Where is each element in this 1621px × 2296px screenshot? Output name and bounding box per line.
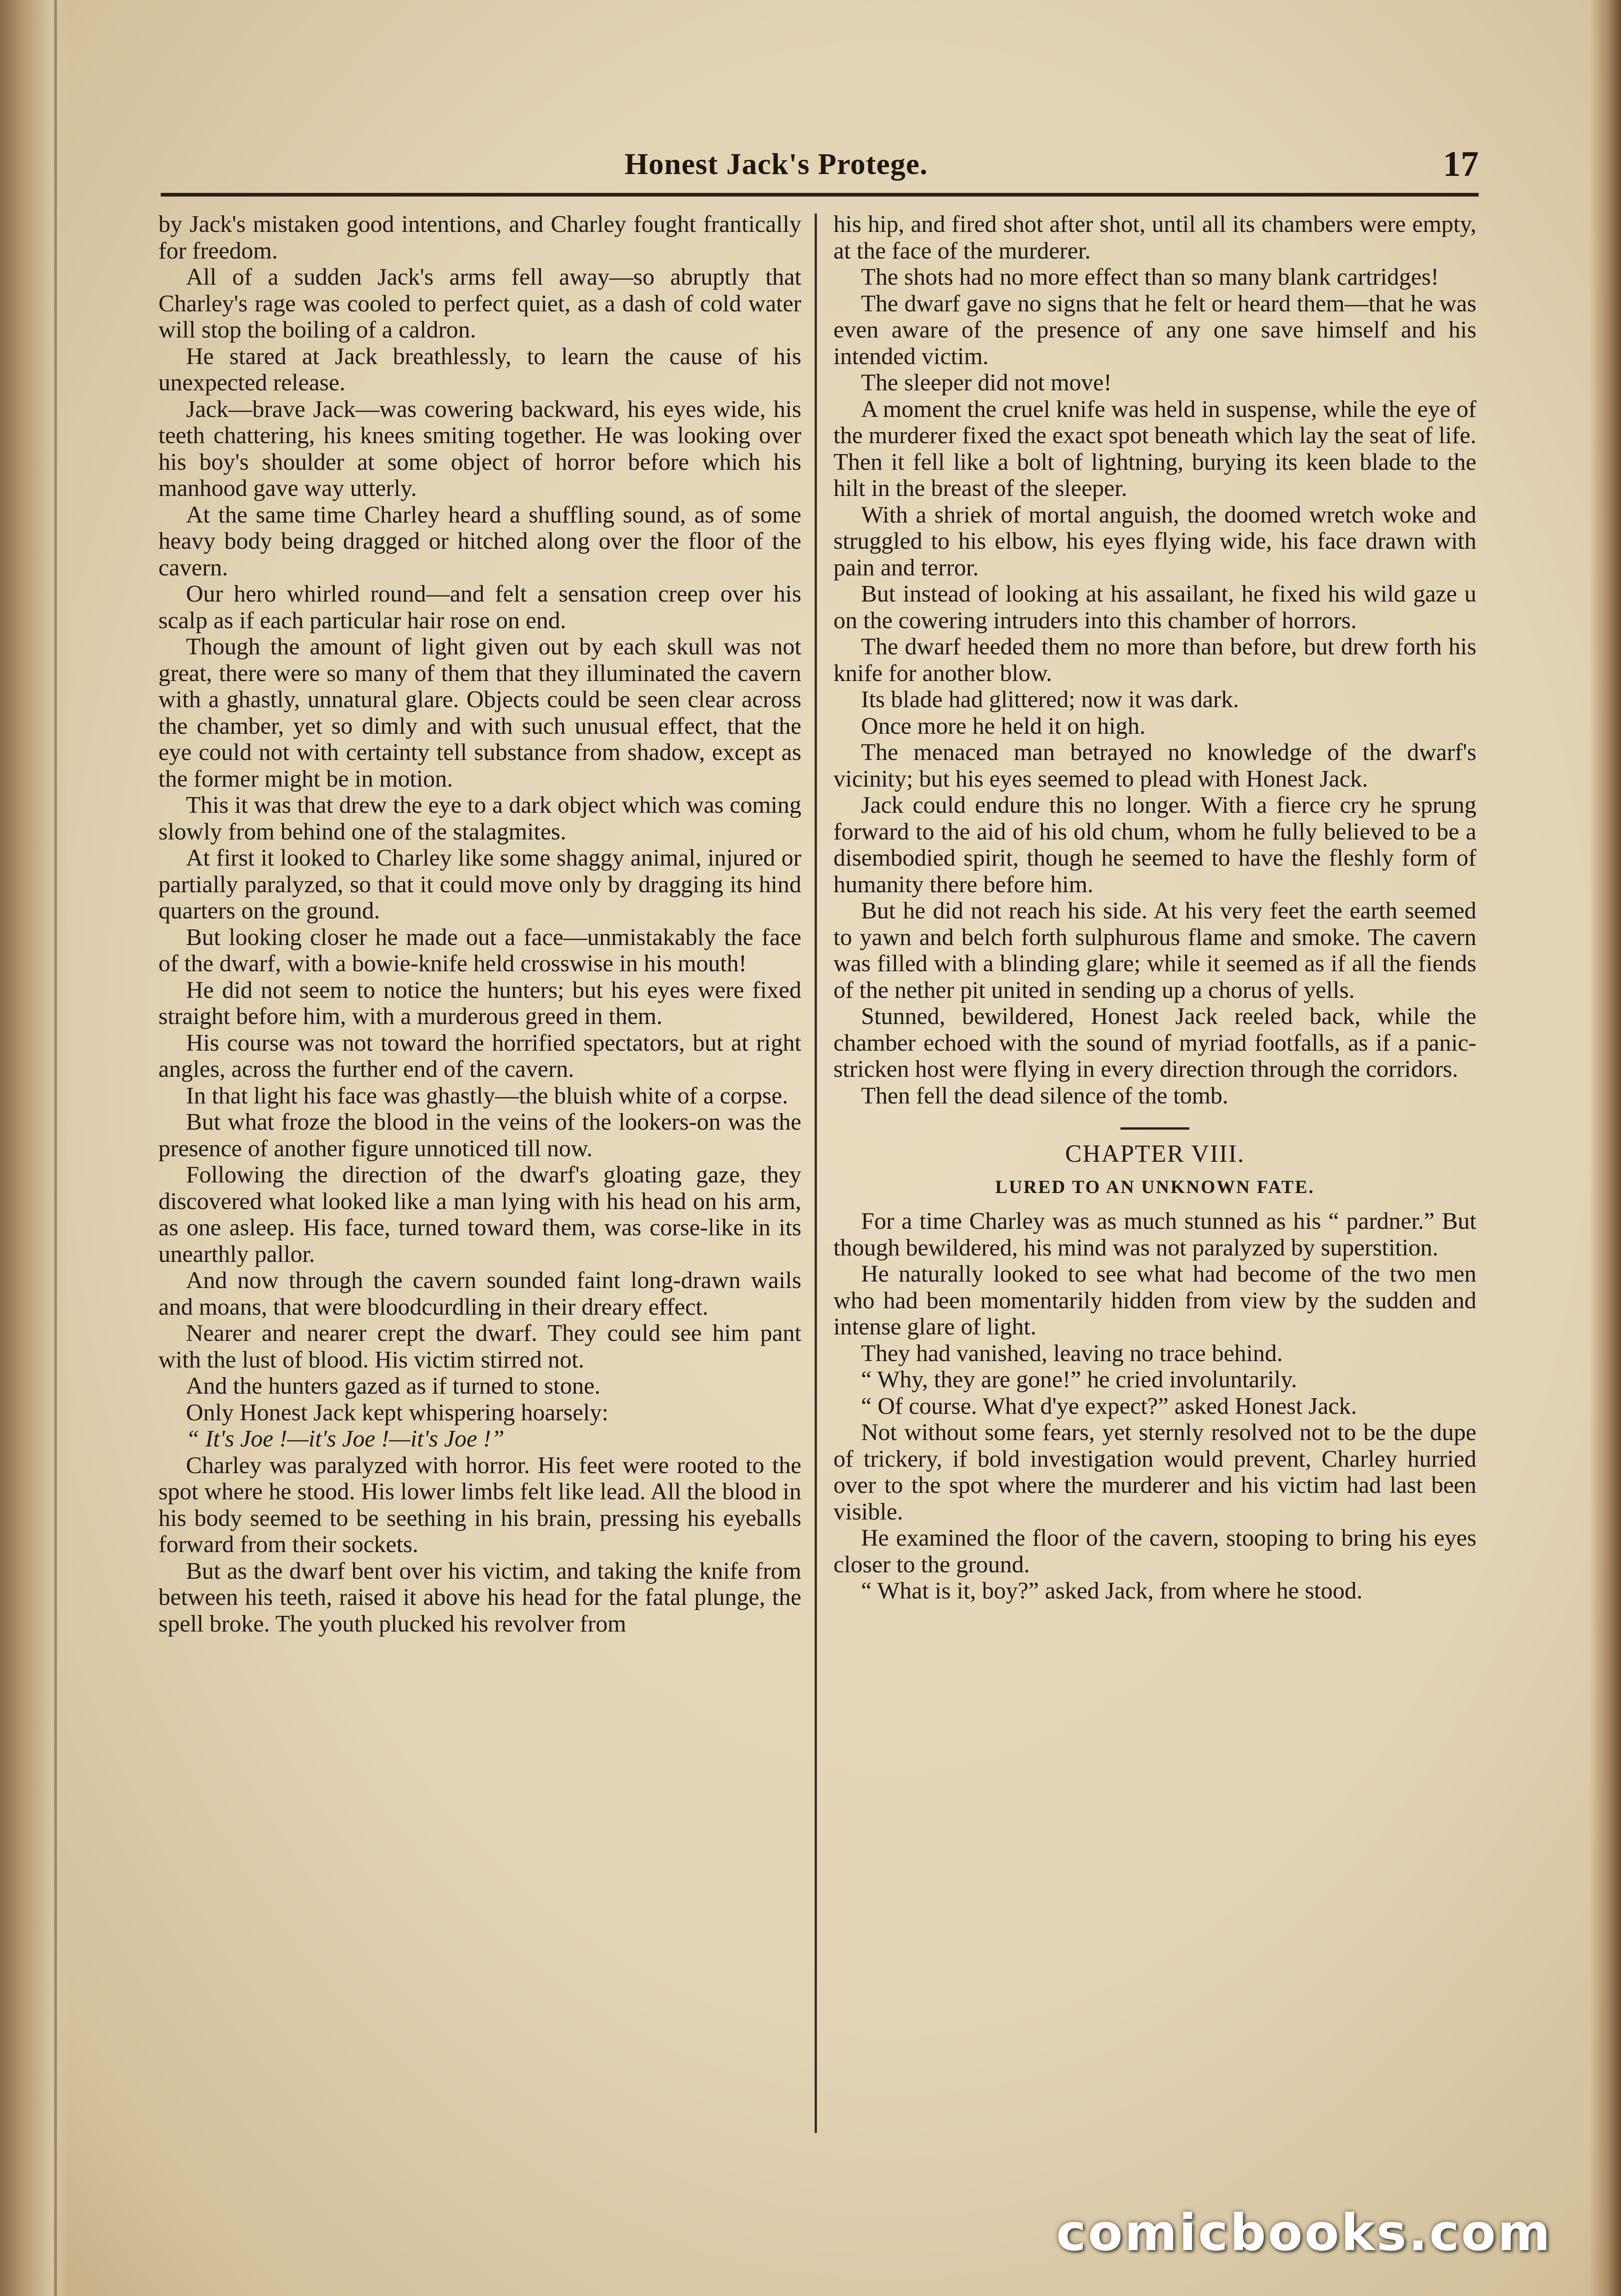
paragraph: The dwarf heeded them no more than before, but drew forth his knife for another blow. [833, 634, 1476, 687]
paragraph: Charley was paralyzed with horror. His feet were rooted to the spot where he stood. His lower limbs felt like lead. All the blood in his body seemed to be seething in his brain, pressing his eyeballs forward from their sockets. [158, 1452, 801, 1558]
page-number: 17 [1443, 144, 1479, 184]
paragraph: But what froze the blood in the veins of the lookers-on was the presence of another figure unnoticed till now. [158, 1109, 801, 1162]
paragraph: For a time Charley was as much stunned as his “ pardner.” But though bewildered, his mind was not paralyzed by superstition. [833, 1208, 1476, 1261]
paragraph: Our hero whirled round—and felt a sensation creep over his scalp as if each particular hair rose on end. [158, 581, 801, 634]
paragraph: The sleeper did not move! [861, 370, 1112, 396]
paragraph: But looking closer he made out a face—unmistakably the face of the dwarf, with a bowie-knife held crosswise in his mouth! [158, 924, 801, 977]
paragraph: And the hunters gazed as if turned to stone. [186, 1373, 601, 1399]
right-column-top-text [833, 211, 1476, 1109]
chapter-subtitle: LURED TO AN UNKNOWN FATE. [995, 1176, 1315, 1197]
chapter-rule [1120, 1127, 1189, 1130]
paragraph: Jack—brave Jack—was cowering backward, his eyes wide, his teeth chattering, his knees smiting together. He was looking over his boy's shoulder at some object of horror before which his manhood gave way utterly. [158, 396, 801, 501]
paragraph: Nearer and nearer crept the dwarf. They could see him pant with the lust of blood. His victim stirred not. [158, 1320, 801, 1373]
column-divider [815, 214, 817, 2133]
page-edge-shadow [1589, 0, 1621, 2296]
running-header [161, 144, 1479, 197]
paragraph: Not without some fears, yet sternly resolved not to be the dupe of trickery, if bold investigation would prevent, Charley hurried over to the spot where the murderer and his victim had last been visible. [833, 1419, 1476, 1525]
paragraph: Once more he held it on high. [861, 713, 1146, 739]
paragraph: And now through the cavern sounded faint long-drawn wails and moans, that were bloodcurdling in their dreary effect. [158, 1267, 801, 1320]
paragraph: The menaced man betrayed no knowledge of the dwarf's vicinity; but his eyes seemed to plead with Honest Jack. [833, 739, 1476, 792]
paragraph: Following the direction of the dwarf's gloating gaze, they discovered what looked like a man lying with his head on his arm, as one asleep. His face, turned toward them, was corse-like in its unearthly pallor. [158, 1162, 801, 1267]
paragraph: With a shriek of mortal anguish, the doomed wretch woke and struggled to his elbow, his eyes flying wide, his face drawn with pain and terror. [833, 501, 1476, 581]
paragraph: But as the dwarf bent over his victim, and taking the knife from between his teeth, raised it above his head for the fatal plunge, the spell broke. The youth plucked his revolver from [158, 1558, 801, 1637]
paragraph: At the same time Charley heard a shuffling sound, as of some heavy body being dragged or hitched along over the floor of the cavern. [158, 501, 801, 581]
paragraph: “ Of course. What d'ye expect?” asked Honest Jack. [861, 1393, 1357, 1419]
page-spine-shadow [0, 0, 69, 2296]
paragraph: his hip, and fired shot after shot, until all its chambers were empty, at the face of the murderer. [833, 211, 1476, 264]
paragraph: In that light his face was ghastly—the bluish white of a corpse. [186, 1082, 788, 1109]
paragraph: Jack could endure this no longer. With a fierce cry he sprung forward to the aid of his old chum, whom he fully believed to be a disembodied spirit, though he seemed to have the fleshly form of humanity there before him. [833, 792, 1476, 898]
paragraph: Then fell the dead silence of the tomb. [861, 1082, 1228, 1109]
watermark: comicbooks.com [1056, 2203, 1552, 2262]
paragraph: He did not seem to notice the hunters; but his eyes were fixed straight before him, with a murderous greed in them. [158, 977, 801, 1030]
paragraph: by Jack's mistaken good intentions, and Charley fought frantically for freedom. [158, 211, 801, 264]
spine-fold [54, 0, 57, 2296]
paragraph: “ Why, they are gone!” he cried involuntarily. [861, 1367, 1297, 1393]
paragraph: A moment the cruel knife was held in suspense, while the eye of the murderer fixed the exact spot beneath which lay the seat of life. Then it fell like a bolt of lightning, burying its keen blade to the hilt in the breast of the sleeper. [833, 396, 1476, 501]
running-title: Honest Jack's Protege. [625, 147, 928, 181]
paragraph: All of a sudden Jack's arms fell away—so abruptly that Charley's rage was cooled to perfect quiet, as a dash of cold water will stop the boiling of a caldron. [158, 264, 801, 343]
header-rule [161, 193, 1479, 197]
paragraph: He naturally looked to see what had become of the two men who had been momentarily hidden from view by the sudden and intense glare of light. [833, 1261, 1476, 1340]
paragraph: But he did not reach his side. At his very feet the earth seemed to yawn and belch forth sulphurous flame and smoke. The cavern was filled with a blinding glare; while it seemed as if all the fiends of the nether pit united in sending up a chorus of yells. [833, 898, 1476, 1003]
paragraph: He stared at Jack breathlessly, to learn the cause of his unexpected release. [158, 343, 801, 396]
paragraph: “ What is it, boy?” asked Jack, from where he stood. [861, 1578, 1363, 1604]
paragraph: The dwarf gave no signs that he felt or heard them—that he was even aware of the presence of any one save himself and his intended victim. [833, 290, 1476, 370]
paragraph: He examined the floor of the cavern, stooping to bring his eyes closer to the ground. [833, 1525, 1476, 1578]
paragraph: The shots had no more effect than so many blank cartridges! [861, 264, 1439, 290]
right-column-bottom-text [833, 1208, 1476, 1604]
paragraph: His course was not toward the horrified spectators, but at right angles, across the further end of the cavern. [158, 1030, 801, 1082]
left-column [158, 211, 801, 2144]
paragraph: Only Honest Jack kept whispering hoarsely: [186, 1399, 608, 1426]
paragraph: Stunned, bewildered, Honest Jack reeled back, while the chamber echoed with the sound of myriad footfalls, as if a panic-stricken host were flying in every direction through the corridors. [833, 1003, 1476, 1082]
paragraph: Its blade had glittered; now it was dark. [861, 687, 1239, 713]
paragraph: This it was that drew the eye to a dark object which was coming slowly from behind one of the stalagmites. [158, 792, 801, 845]
paragraph: They had vanished, leaving no trace behind. [861, 1340, 1283, 1367]
paragraph: At first it looked to Charley like some shaggy animal, injured or partially paralyzed, so that it could move only by dragging its hind quarters on the ground. [158, 845, 801, 924]
right-column [833, 211, 1476, 2144]
paragraph: Though the amount of light given out by each skull was not great, there were so many of them that they illuminated the cavern with a ghastly, unnatural glare. Objects could be seen clear across the chamber, yet so dimly and with such unusual effect, that the eye could not with certainty tell substance from shadow, except as the former might be in motion. [158, 634, 801, 792]
paragraph: But instead of looking at his assailant, he fixed his wild gaze u on the cowering intruders into this chamber of horrors. [833, 581, 1476, 634]
chapter-title: CHAPTER VIII. [1065, 1140, 1245, 1167]
paragraph: “ It's Joe !—it's Joe !—it's Joe !” [186, 1426, 505, 1452]
